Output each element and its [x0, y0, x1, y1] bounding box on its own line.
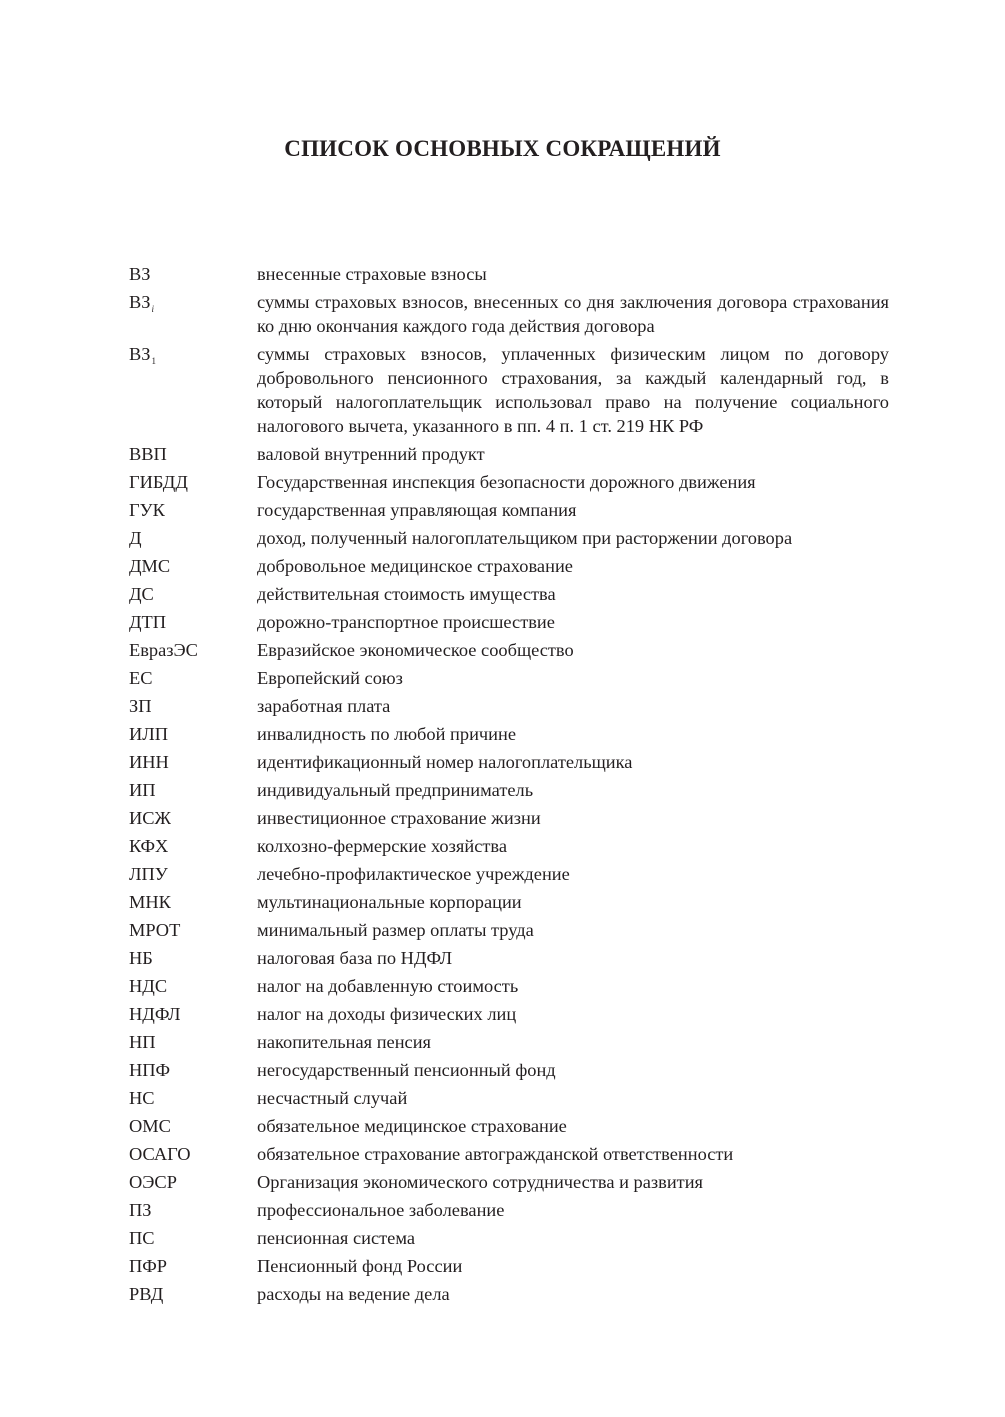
abbreviation-row [129, 1086, 889, 1110]
abbreviation-term [129, 806, 257, 830]
abbreviation-definition: добровольное медицинское страхование [257, 556, 573, 576]
abbreviation-text: ОМС [129, 1116, 171, 1136]
abbreviation-text: ИП [129, 780, 156, 800]
abbreviation-definition: действительная стоимость имущества [257, 584, 556, 604]
abbreviation-text: ИСЖ [129, 808, 172, 828]
abbreviation-row [129, 442, 889, 466]
abbreviation-definition: налоговая база по НДФЛ [257, 948, 453, 968]
abbreviation-row [129, 1030, 889, 1054]
abbreviation-text: ПЗ [129, 1200, 152, 1220]
abbreviation-text: ОСАГО [129, 1144, 191, 1164]
abbreviation-definition: негосударственный пенсионный фонд [257, 1060, 556, 1080]
abbreviation-term [129, 638, 257, 662]
abbreviation-definition: налог на добавленную стоимость [257, 976, 519, 996]
abbreviation-definition: накопительная пенсия [257, 1032, 432, 1052]
abbreviation-text: ИЛП [129, 724, 169, 744]
abbreviation-row [129, 946, 889, 970]
abbreviation-text: НС [129, 1088, 155, 1108]
abbreviation-text: МНК [129, 892, 171, 912]
abbreviation-row [129, 526, 889, 550]
abbreviation-row [129, 890, 889, 914]
abbreviation-text: ЕвразЭС [129, 640, 198, 660]
abbreviation-term [129, 470, 257, 494]
abbreviation-row [129, 1002, 889, 1026]
abbreviation-text: НБ [129, 948, 153, 968]
abbreviation-term [129, 1254, 257, 1278]
abbreviation-row [129, 722, 889, 746]
abbreviation-term [129, 342, 257, 438]
abbreviation-term [129, 666, 257, 690]
abbreviation-definition: валовой внутренний продукт [257, 444, 485, 464]
abbreviation-row [129, 1058, 889, 1082]
abbreviation-term [129, 834, 257, 858]
abbreviation-row [129, 262, 889, 286]
abbreviation-term [129, 890, 257, 914]
abbreviation-definition: Организация экономического сотрудничества и развития [257, 1172, 703, 1192]
abbreviation-text: МРОТ [129, 920, 181, 940]
abbreviation-row [129, 1114, 889, 1138]
abbreviation-term [129, 1198, 257, 1222]
abbreviation-text: ПФР [129, 1256, 168, 1276]
abbreviation-definition: Европейский союз [257, 668, 403, 688]
abbreviation-term [129, 1058, 257, 1082]
abbreviation-term [129, 918, 257, 942]
abbreviation-text: НДФЛ [129, 1004, 181, 1024]
abbreviation-term [129, 498, 257, 522]
page-title: СПИСОК ОСНОВНЫХ СОКРАЩЕНИЙ [284, 136, 721, 161]
abbreviation-row [129, 1198, 889, 1222]
abbreviation-definition: расходы на ведение дела [257, 1284, 450, 1304]
abbreviation-text: ВВП [129, 444, 167, 464]
abbreviation-row [129, 290, 889, 338]
abbreviation-list [129, 262, 889, 1310]
abbreviation-definition: колхозно-фермерские хозяйства [257, 836, 507, 856]
abbreviation-definition: мультинациональные корпорации [257, 892, 522, 912]
abbreviation-term [129, 974, 257, 998]
abbreviation-definition: несчастный случай [257, 1088, 408, 1108]
abbreviation-definition: инвестиционное страхование жизни [257, 808, 541, 828]
abbreviation-text: ГУК [129, 500, 165, 520]
abbreviation-row [129, 862, 889, 886]
abbreviation-row [129, 1226, 889, 1250]
abbreviation-term [129, 722, 257, 746]
abbreviation-text: КФХ [129, 836, 169, 856]
abbreviation-definition: суммы страховых взносов, внесенных со дня заключения договора страхования ко дню окончания каждого года действия договора [257, 292, 889, 336]
abbreviation-definition: обязательное страхование автогражданской ответственности [257, 1144, 734, 1164]
abbreviation-definition: минимальный размер оплаты труда [257, 920, 534, 940]
abbreviation-subscript: i [151, 304, 154, 314]
abbreviation-subscript: 1 [151, 356, 156, 366]
abbreviation-text: Д [129, 528, 142, 548]
abbreviation-term [129, 1282, 257, 1306]
abbreviation-term [129, 290, 257, 338]
abbreviation-text: ДТП [129, 612, 167, 632]
abbreviation-row [129, 666, 889, 690]
abbreviation-definition: внесенные страховые взносы [257, 264, 487, 284]
abbreviation-term [129, 1086, 257, 1110]
abbreviation-term [129, 694, 257, 718]
abbreviation-text: ЗП [129, 696, 152, 716]
abbreviation-term [129, 1002, 257, 1026]
abbreviation-definition: Пенсионный фонд России [257, 1256, 463, 1276]
abbreviation-row [129, 342, 889, 438]
abbreviation-definition: инвалидность по любой причине [257, 724, 517, 744]
abbreviation-row [129, 610, 889, 634]
abbreviation-row [129, 1170, 889, 1194]
abbreviation-text: НП [129, 1032, 156, 1052]
abbreviation-definition: пенсионная система [257, 1228, 415, 1248]
abbreviation-term [129, 1114, 257, 1138]
abbreviation-definition: профессиональное заболевание [257, 1200, 505, 1220]
abbreviation-row [129, 554, 889, 578]
abbreviation-text: ИНН [129, 752, 169, 772]
abbreviation-definition: дорожно-транспортное происшествие [257, 612, 555, 632]
abbreviation-term [129, 442, 257, 466]
abbreviation-row [129, 778, 889, 802]
abbreviation-row [129, 470, 889, 494]
abbreviation-definition: заработная плата [257, 696, 391, 716]
abbreviation-definition: обязательное медицинское страхование [257, 1116, 567, 1136]
abbreviation-row [129, 834, 889, 858]
abbreviation-definition: доход, полученный налогоплательщиком при расторжении договора [257, 528, 793, 548]
abbreviation-text: РВД [129, 1284, 164, 1304]
abbreviation-term [129, 946, 257, 970]
abbreviation-row [129, 498, 889, 522]
abbreviation-text: ДС [129, 584, 154, 604]
abbreviation-definition: налог на доходы физических лиц [257, 1004, 517, 1024]
abbreviation-term [129, 610, 257, 634]
abbreviation-text: ПС [129, 1228, 155, 1248]
abbreviation-text: ВЗ [129, 292, 151, 312]
abbreviation-term [129, 862, 257, 886]
abbreviation-text: НДС [129, 976, 168, 996]
abbreviation-row [129, 1254, 889, 1278]
abbreviation-term [129, 750, 257, 774]
abbreviation-row [129, 638, 889, 662]
abbreviation-term [129, 1226, 257, 1250]
abbreviation-definition: индивидуальный предприниматель [257, 780, 534, 800]
abbreviation-row [129, 918, 889, 942]
abbreviation-text: ЛПУ [129, 864, 168, 884]
abbreviation-definition: Государственная инспекция безопасности дорожного движения [257, 472, 756, 492]
abbreviation-term [129, 526, 257, 550]
abbreviation-text: ОЭСР [129, 1172, 177, 1192]
abbreviation-term [129, 778, 257, 802]
abbreviation-text: ГИБДД [129, 472, 188, 492]
abbreviation-term [129, 582, 257, 606]
abbreviation-definition: государственная управляющая компания [257, 500, 577, 520]
abbreviation-definition: лечебно-профилактическое учреждение [257, 864, 570, 884]
abbreviation-row [129, 974, 889, 998]
abbreviation-text: ВЗ [129, 264, 151, 284]
abbreviation-term [129, 1170, 257, 1194]
abbreviation-row [129, 582, 889, 606]
abbreviation-definition: суммы страховых взносов, уплаченных физическим лицом по договору добровольного пенсионного страхования, за каждый календарный год, в который налогоплательщик использовал право на получение социального налогового вычета, указанного в пп. 4 п. 1 ст. 219 НК РФ [257, 344, 889, 436]
abbreviation-text: ЕС [129, 668, 153, 688]
abbreviation-row [129, 1282, 889, 1306]
abbreviation-definition: идентификационный номер налогоплательщика [257, 752, 633, 772]
abbreviation-term [129, 1030, 257, 1054]
abbreviation-term [129, 554, 257, 578]
abbreviation-text: ДМС [129, 556, 171, 576]
abbreviation-row [129, 806, 889, 830]
abbreviation-row [129, 750, 889, 774]
abbreviation-text: НПФ [129, 1060, 171, 1080]
abbreviation-term [129, 1142, 257, 1166]
abbreviation-row [129, 694, 889, 718]
abbreviation-text: ВЗ [129, 344, 151, 364]
abbreviation-definition: Евразийское экономическое сообщество [257, 640, 574, 660]
abbreviation-term [129, 262, 257, 286]
abbreviation-row [129, 1142, 889, 1166]
